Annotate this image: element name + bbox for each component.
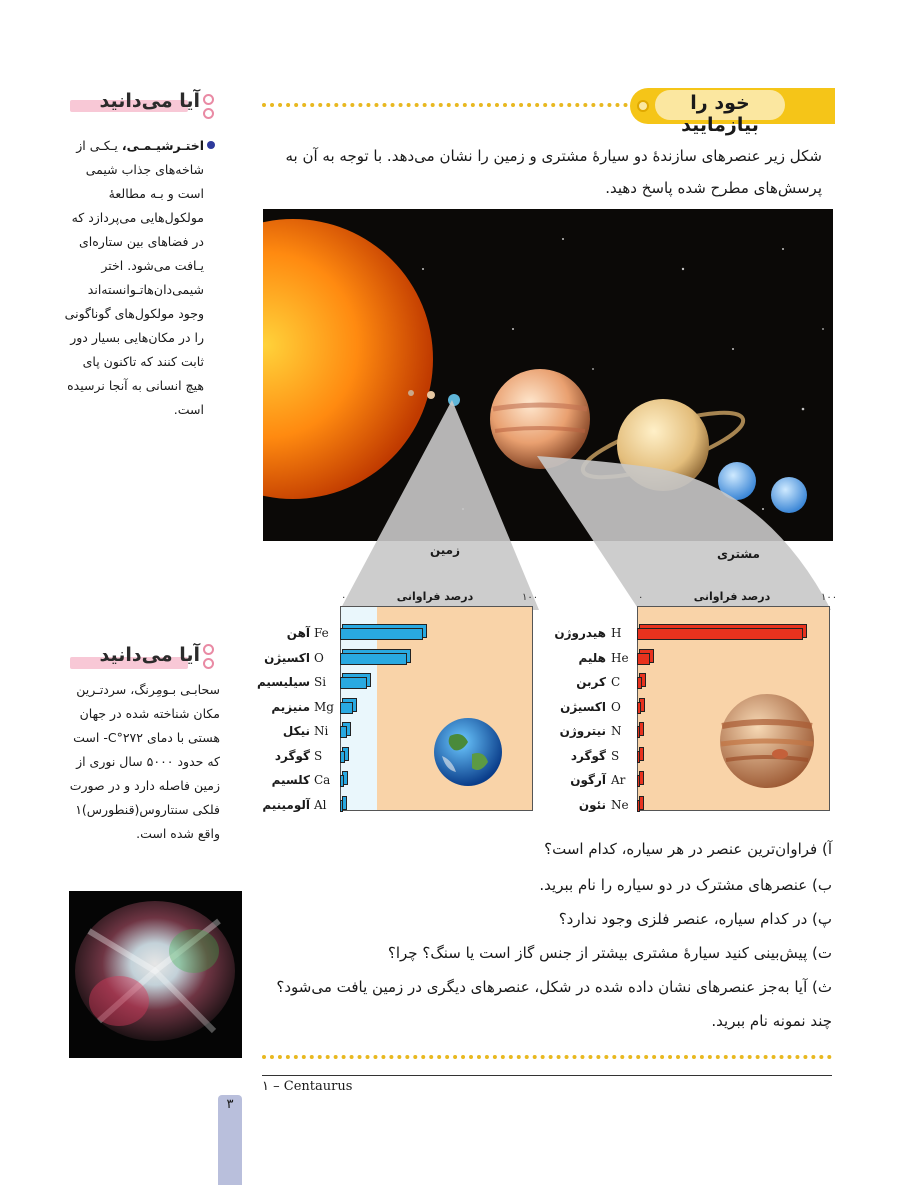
jupiter-element-symbol: H <box>611 626 622 640</box>
sidebar-box1-body <box>62 134 204 422</box>
bullet-icon <box>637 100 649 112</box>
jupiter-element-symbol: C <box>611 675 621 689</box>
page-number: ۳ <box>226 1097 234 1112</box>
earth-tick-max: ۱۰۰ <box>522 592 539 603</box>
earth-tick-min: ۰ <box>341 592 347 603</box>
jupiter-tick-min: ۰ <box>638 592 644 603</box>
earth-element-symbol: O <box>314 650 324 665</box>
jupiter-element-name: گوگرد <box>570 748 606 763</box>
earth-bar <box>340 775 344 787</box>
jupiter-bar <box>637 800 640 812</box>
intro-paragraph: شکل زیر عنصرهای سازندهٔ دو سیارهٔ مشتری و زمین را نشان می‌دهد. با توجه به آن به پرسش‌های مطرح شده پاسخ دهید. <box>285 147 822 197</box>
earth-bar <box>340 677 367 689</box>
earth-bar <box>340 726 347 738</box>
sidebar-circle-icon <box>203 108 214 119</box>
earth-label: زمین <box>429 543 460 557</box>
earth-element-name: سیلیسیم <box>256 675 310 689</box>
jupiter-element-symbol: O <box>611 699 621 714</box>
earth-bar <box>340 628 423 640</box>
jupiter-element-symbol: S <box>611 748 620 763</box>
jupiter-element-symbol: Ar <box>611 773 626 787</box>
earth-element-name: اکسیژن <box>264 650 310 665</box>
sidebar-box1-lead: اختـرشیـمـی، <box>121 138 204 153</box>
jupiter-tick-max: ۱۰۰ <box>821 592 838 603</box>
jupiter-label: مشتری <box>716 547 760 561</box>
header-dotted-rule <box>262 103 636 107</box>
earth-axis-title: درصد فراوانی <box>396 590 474 603</box>
earth-element-symbol: Fe <box>314 626 329 640</box>
question-b: ب) عنصرهای مشترک در دو سیاره را نام ببرید. <box>539 876 832 894</box>
jupiter-element-name: کربن <box>576 675 606 689</box>
earth-element-symbol: Al <box>314 797 327 812</box>
jupiter-bar <box>637 726 640 738</box>
jupiter-element-symbol: He <box>611 650 629 665</box>
jupiter-bar <box>637 628 803 640</box>
jupiter-bar <box>637 702 641 714</box>
bullet-icon <box>207 141 215 149</box>
earth-bar <box>340 751 345 763</box>
footer-dotted-rule <box>262 1055 832 1059</box>
section-title: خود را بیازمایید <box>681 92 759 136</box>
question-s: ث) آیا به‌جز عنصرهای نشان داده شده در شکل، عنصرهای دیگری در زمین یافت می‌شود؟ <box>276 978 832 996</box>
jupiter-element-name: هلیم <box>578 650 606 665</box>
sidebar-circle-icon <box>203 94 214 105</box>
earth-element-name: آهن <box>286 626 310 640</box>
question-p: پ) در کدام سیاره، عنصر فلزی وجود ندارد؟ <box>558 910 832 928</box>
sidebar-box1-title: آیا می‌دانید <box>99 90 200 112</box>
jupiter-element-name: هیدروژن <box>554 626 606 640</box>
jupiter-callout <box>537 456 831 610</box>
jupiter-element-name: نیتروژن <box>559 724 606 738</box>
jupiter-bar <box>637 751 640 763</box>
jupiter-bar <box>637 775 640 787</box>
jupiter-element-symbol: N <box>611 724 622 738</box>
jupiter-element-name: آرگون <box>570 773 606 787</box>
earth-element-symbol: Si <box>314 675 327 689</box>
earth-element-symbol: S <box>314 748 323 763</box>
sidebar-circle-icon <box>203 658 214 669</box>
earth-element-symbol: Ni <box>314 724 329 738</box>
question-s-continued: چند نمونه نام ببرید. <box>711 1012 832 1030</box>
jupiter-bar <box>637 677 642 689</box>
jupiter-element-symbol: Ne <box>611 797 629 812</box>
boomerang-nebula-image <box>69 891 242 1058</box>
sidebar-box2-title: آیا می‌دانید <box>99 644 200 666</box>
jupiter-bar <box>637 653 650 665</box>
sidebar-circle-icon <box>203 644 214 655</box>
earth-element-symbol: Mg <box>314 699 334 714</box>
callout-connectors <box>263 380 833 610</box>
earth-bar <box>340 800 343 812</box>
earth-element-name: گوگرد <box>274 748 310 763</box>
earth-element-symbol: Ca <box>314 773 331 787</box>
question-t: ت) پیش‌بینی کنید سیارهٔ مشتری بیشتر از جنس گاز است یا سنگ؟ چرا؟ <box>387 944 832 962</box>
jupiter-axis-title: درصد فراوانی <box>693 590 771 603</box>
jupiter-element-name: اکسیژن <box>560 699 606 714</box>
earth-callout <box>340 400 539 610</box>
earth-element-name: آلومینیم <box>262 797 310 812</box>
question-a: آ) فراوان‌ترین عنصر در هر سیاره، کدام است؟ <box>544 840 832 858</box>
jupiter-globe-image <box>718 692 816 790</box>
jupiter-element-name: نئون <box>578 797 606 812</box>
earth-bar <box>340 702 353 714</box>
sidebar-box2-body: سحابـی بـومِرنگ، سردتـرین مکان شناخته شده در جهان هستی با دمای ۲۷۲°C- است که حدود ۵۰۰۰ سال نوری از زمین فاصله دارد و در صورت فلکی سنتاروس(قنطورس)۱ واقع شده است. <box>69 682 220 841</box>
earth-element-name: کلسیم <box>271 773 310 787</box>
earth-element-name: منیزیم <box>271 699 310 714</box>
sidebar-box1-text: یـکـی از شاخه‌های جذاب شیمی است و بـه مطالعهٔ مولکول‌هایی می‌پردازد که در فضاهای بین ستاره‌ای یـافت می‌شود. اختر شیمی‌دان‌هاتـوانسته‌اند وجود مولکول‌های گوناگونی را در مکان‌هایی بسیار دور ثابت کنند که تاکنون پای هیچ انسانی به آنجا نرسیده است. <box>64 138 204 417</box>
earth-element-name: نیکل <box>282 724 310 738</box>
earth-bar <box>340 653 407 665</box>
footnote: ۱ – Centaurus <box>262 1079 353 1094</box>
earth-globe-image <box>432 716 504 788</box>
footnote-rule <box>262 1075 832 1076</box>
